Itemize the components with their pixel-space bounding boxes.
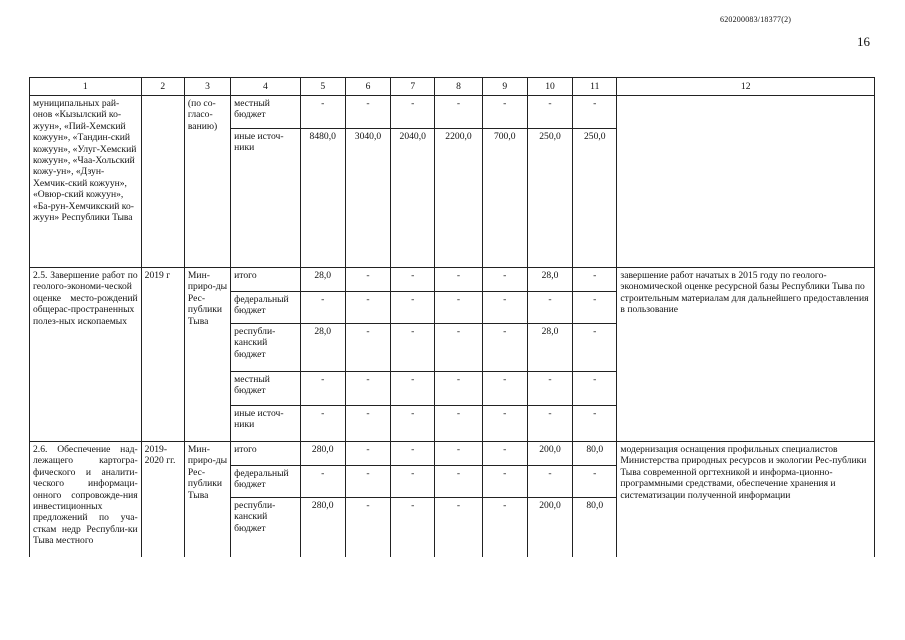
- funding-value: -: [300, 466, 345, 498]
- funding-value: 2200,0: [435, 129, 482, 268]
- measure-description: муниципальных рай-онов «Кызылский ко-жуун», «Пий-Хемский кожуун», «Тандин-ский кожуун», «Улуг-Хемский кожуун», «Чаа-Хольский кожу-ун», «Дзун-Хемчик-ский кожуун», «Овюр-ский кожуун», «Ба-рун-Хемчикский ко-жуун» Республики Тыва: [30, 96, 142, 268]
- funding-value: -: [527, 292, 572, 324]
- funding-value: 2040,0: [391, 129, 435, 268]
- column-header: 6: [345, 78, 390, 96]
- funding-source: иные источ-ники: [231, 406, 300, 442]
- funding-value: -: [482, 498, 527, 557]
- funding-source: итого: [231, 268, 300, 292]
- funding-value: -: [435, 324, 482, 372]
- measure-year-cell: [141, 96, 184, 268]
- funding-value: 28,0: [527, 324, 572, 372]
- funding-value: -: [527, 96, 572, 129]
- funding-value: -: [482, 96, 527, 129]
- funding-value: -: [345, 292, 390, 324]
- funding-value: -: [527, 466, 572, 498]
- funding-value: -: [391, 292, 435, 324]
- funding-value: -: [391, 442, 435, 466]
- funding-value: -: [573, 268, 617, 292]
- column-header: 3: [184, 78, 230, 96]
- funding-value: -: [391, 268, 435, 292]
- column-number-row: [30, 78, 875, 96]
- expected-result: [617, 96, 875, 268]
- funding-value: -: [435, 372, 482, 406]
- funding-value: -: [435, 442, 482, 466]
- column-header: 5: [300, 78, 345, 96]
- funding-value: -: [482, 292, 527, 324]
- funding-value: -: [391, 96, 435, 129]
- funding-value: -: [345, 406, 390, 442]
- table-row: [30, 268, 875, 292]
- column-header: 10: [527, 78, 572, 96]
- funding-value: -: [391, 406, 435, 442]
- funding-source: республи-канский бюджет: [231, 324, 300, 372]
- measure-executor: (по со-гласо-ванию): [184, 96, 230, 268]
- funding-source: местный бюджет: [231, 96, 300, 129]
- funding-value: -: [573, 96, 617, 129]
- funding-value: -: [300, 372, 345, 406]
- table-row: [30, 96, 875, 129]
- funding-value: -: [391, 466, 435, 498]
- column-header: 11: [573, 78, 617, 96]
- column-header: 7: [391, 78, 435, 96]
- funding-source: федеральный бюджет: [231, 292, 300, 324]
- column-header: 2: [141, 78, 184, 96]
- funding-source: республи-канский бюджет: [231, 498, 300, 557]
- funding-value: -: [482, 324, 527, 372]
- page-number: 16: [857, 34, 870, 49]
- column-header: 4: [231, 78, 300, 96]
- funding-value: 28,0: [527, 268, 572, 292]
- funding-value: 80,0: [573, 498, 617, 557]
- measure-executor: Мин-приро-ды Рес-публики Тыва: [184, 442, 230, 557]
- column-header: 8: [435, 78, 482, 96]
- funding-value: -: [391, 498, 435, 557]
- funding-value: -: [435, 406, 482, 442]
- table-row: [30, 442, 875, 466]
- funding-value: -: [482, 442, 527, 466]
- funding-value: -: [527, 406, 572, 442]
- funding-value: -: [345, 372, 390, 406]
- funding-value: 80,0: [573, 442, 617, 466]
- funding-value: -: [300, 96, 345, 129]
- document-number: 620200083/18377(2): [720, 15, 792, 24]
- funding-source: местный бюджет: [231, 372, 300, 406]
- expected-result: модернизация оснащения профильных специалистов Министерства природных ресурсов и экологии Рес-публики Тыва современной оргтехникой и информа-ционно-программными средствами, обеспечение хранения и систематизации полученной информации: [617, 442, 875, 557]
- funding-value: -: [300, 292, 345, 324]
- funding-value: 3040,0: [345, 129, 390, 268]
- column-header: 12: [617, 78, 875, 96]
- funding-value: 200,0: [527, 442, 572, 466]
- funding-value: -: [435, 292, 482, 324]
- measure-year: 2019 г: [141, 268, 184, 442]
- funding-source: итого: [231, 442, 300, 466]
- funding-value: -: [573, 406, 617, 442]
- funding-value: -: [573, 324, 617, 372]
- funding-value: -: [482, 372, 527, 406]
- funding-value: -: [345, 268, 390, 292]
- funding-value: -: [573, 372, 617, 406]
- measure-description: 2.6. Обеспечение над-лежащего картогра-фического и аналити-ческого информаци-онного сопровожде-ния инвестиционных предложений по уча-сткам недр Республи-ки Тыва местного: [30, 442, 142, 557]
- funding-value: 8480,0: [300, 129, 345, 268]
- expected-result: завершение работ начатых в 2015 году по геолого-экономической оценке ресурсной базы Республики Тыва по строительным материалам для дальнейшего предоставления в пользование: [617, 268, 875, 442]
- funding-value: -: [345, 324, 390, 372]
- funding-value: 28,0: [300, 268, 345, 292]
- funding-value: -: [345, 442, 390, 466]
- funding-value: -: [482, 268, 527, 292]
- funding-value: 700,0: [482, 129, 527, 268]
- program-measures-table: [29, 77, 875, 557]
- funding-value: 250,0: [573, 129, 617, 268]
- funding-source: федеральный бюджет: [231, 466, 300, 498]
- funding-value: -: [573, 292, 617, 324]
- funding-value: -: [391, 372, 435, 406]
- funding-value: -: [300, 406, 345, 442]
- funding-value: -: [482, 406, 527, 442]
- funding-value: 28,0: [300, 324, 345, 372]
- funding-value: -: [435, 96, 482, 129]
- funding-value: -: [435, 466, 482, 498]
- funding-value: 280,0: [300, 442, 345, 466]
- funding-value: 200,0: [527, 498, 572, 557]
- funding-value: -: [345, 498, 390, 557]
- funding-value: -: [435, 498, 482, 557]
- funding-value: -: [482, 466, 527, 498]
- funding-value: 250,0: [527, 129, 572, 268]
- funding-value: -: [391, 324, 435, 372]
- measure-description: 2.5. Завершение работ по геолого-экономи-ческой оценке место-рождений общерас-пространенных полез-ных ископаемых: [30, 268, 142, 442]
- measure-year: 2019-2020 гг.: [141, 442, 184, 557]
- funding-value: 280,0: [300, 498, 345, 557]
- column-header: 1: [30, 78, 142, 96]
- column-header: 9: [482, 78, 527, 96]
- funding-value: -: [435, 268, 482, 292]
- funding-value: -: [345, 466, 390, 498]
- funding-value: -: [345, 96, 390, 129]
- measure-executor: Мин-приро-ды Рес-публики Тыва: [184, 268, 230, 442]
- funding-value: -: [527, 372, 572, 406]
- funding-value: -: [573, 466, 617, 498]
- funding-source: иные источ-ники: [231, 129, 300, 268]
